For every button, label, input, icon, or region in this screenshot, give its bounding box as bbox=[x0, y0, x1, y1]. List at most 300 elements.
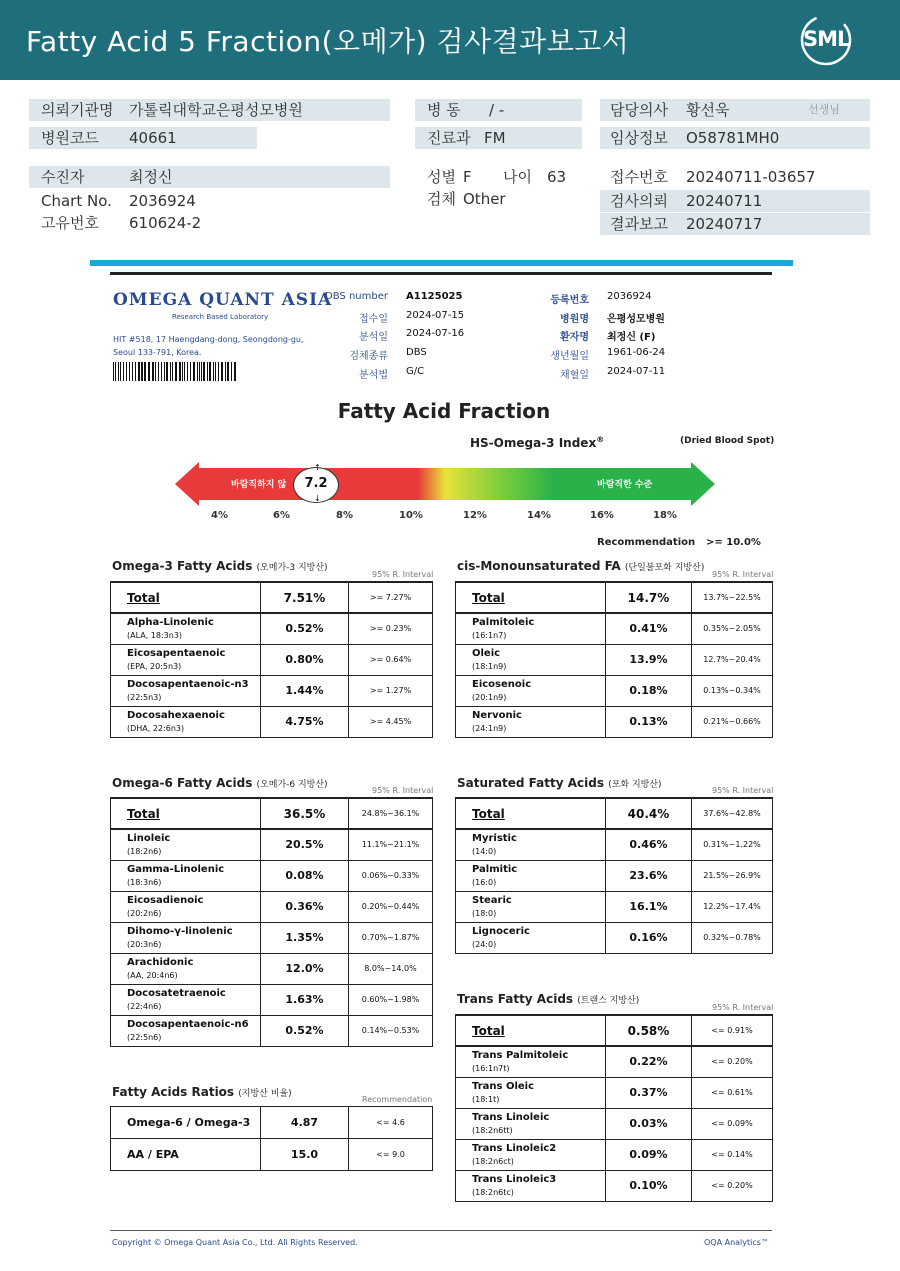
barcode-bar bbox=[227, 362, 229, 381]
unique-no-row bbox=[29, 212, 390, 234]
table-total-row bbox=[456, 1015, 773, 1046]
fatty-acid-value: 0.10% bbox=[606, 1170, 692, 1201]
total-value: 14.7% bbox=[606, 582, 692, 613]
fatty-acid-code: (24:0) bbox=[472, 939, 497, 949]
fatty-acid-name: Arachidonic bbox=[127, 956, 194, 968]
fatty-acid-ref-range: <= 0.20% bbox=[692, 1170, 773, 1201]
lab-field-value: A1125025 bbox=[406, 291, 463, 302]
ratios-title-ko: (지방산 비율) bbox=[238, 1089, 292, 1099]
footer-brand: OQA Analytics™ bbox=[704, 1238, 769, 1247]
fatty-acid-name-cell bbox=[111, 1107, 261, 1139]
ward-row bbox=[415, 99, 582, 121]
fatty-acid-name-cell bbox=[111, 922, 261, 953]
lab-field-value: 2024-07-15 bbox=[406, 310, 465, 321]
omega6-ri-label: 95% R. Interval bbox=[372, 786, 434, 795]
table-row bbox=[111, 706, 433, 737]
barcode-icon bbox=[113, 362, 237, 381]
table-row bbox=[111, 860, 433, 891]
fatty-acid-ref-range: 11.1%~21.1% bbox=[349, 829, 433, 860]
saturated-section-title bbox=[457, 776, 662, 790]
hospital-code-value: 40661 bbox=[129, 129, 177, 147]
fatty-acid-code: (22:4n6) bbox=[127, 1001, 162, 1011]
table-row bbox=[456, 613, 773, 644]
fatty-acid-code: (16:1n7t) bbox=[472, 1063, 510, 1073]
lab-field-label: 분석법 bbox=[359, 370, 388, 381]
gauge-tick-label: 10% bbox=[399, 510, 423, 521]
barcode-bar bbox=[113, 362, 114, 381]
fatty-acid-name: Stearic bbox=[472, 894, 512, 906]
cis-mufa-section-title bbox=[457, 559, 704, 573]
fatty-acid-code: (18:2n6ct) bbox=[472, 1156, 514, 1166]
barcode-bar bbox=[129, 362, 130, 381]
fatty-acid-code: (20:1n9) bbox=[472, 692, 507, 702]
fatty-acid-fraction-title: Fatty Acid Fraction bbox=[337, 399, 551, 423]
fatty-acid-value: 20.5% bbox=[261, 829, 349, 860]
trans-title-ko: (트랜스 지방산) bbox=[577, 996, 640, 1006]
table-row bbox=[111, 1107, 433, 1139]
fatty-acid-value: 12.0% bbox=[261, 953, 349, 984]
table-row bbox=[111, 675, 433, 706]
ratios-table bbox=[110, 1106, 433, 1171]
fatty-acid-ref-range: 0.70%~1.87% bbox=[349, 922, 433, 953]
fatty-acid-name-cell bbox=[456, 706, 606, 737]
barcode-bar bbox=[193, 362, 195, 381]
total-value: 7.51% bbox=[261, 582, 349, 613]
gauge-tick-label: 18% bbox=[653, 510, 677, 521]
sml-logo-text: SML bbox=[803, 27, 850, 51]
department-value: FM bbox=[484, 129, 506, 147]
fatty-acid-ref-range: 0.32%~0.78% bbox=[692, 922, 773, 953]
fatty-acid-ref-range: <= 0.20% bbox=[692, 1046, 773, 1077]
fatty-acid-code: (24:1n9) bbox=[472, 723, 507, 733]
omega6-section-title bbox=[112, 776, 328, 790]
fatty-acid-name-cell bbox=[111, 860, 261, 891]
recommendation-label: Recommendation bbox=[597, 537, 696, 548]
patient-field-label: 등록번호 bbox=[550, 295, 589, 306]
fatty-acid-ref-range: <= 4.6 bbox=[349, 1107, 433, 1139]
fatty-acid-code: (22:5n3) bbox=[127, 692, 162, 702]
recommendation-value: >= 10.0% bbox=[706, 537, 761, 548]
doctor-suffix: 선생님 bbox=[808, 103, 840, 116]
barcode-bar bbox=[187, 362, 188, 381]
footer-divider bbox=[110, 1230, 772, 1231]
gauge-tick-label: 12% bbox=[463, 510, 487, 521]
fatty-acid-name-cell bbox=[456, 1077, 606, 1108]
fatty-acid-name-cell bbox=[111, 613, 261, 644]
barcode-bar bbox=[144, 362, 146, 381]
fatty-acid-name-cell bbox=[111, 953, 261, 984]
total-ref-range: 24.8%~36.1% bbox=[349, 798, 433, 829]
cis-mufa-ri-label: 95% R. Interval bbox=[712, 570, 774, 579]
fatty-acid-ref-range: 8.0%~14.0% bbox=[349, 953, 433, 984]
barcode-bar bbox=[221, 362, 223, 381]
total-ref-range: >= 7.27% bbox=[349, 582, 433, 613]
table-row bbox=[456, 675, 773, 706]
table-row bbox=[456, 1046, 773, 1077]
table-row bbox=[111, 1015, 433, 1046]
fatty-acid-name-cell bbox=[456, 891, 606, 922]
fatty-acid-name-cell bbox=[456, 644, 606, 675]
fatty-acid-code: (20:2n6) bbox=[127, 908, 162, 918]
table-row bbox=[456, 1077, 773, 1108]
result-report-row bbox=[600, 213, 870, 235]
barcode-bar bbox=[166, 362, 168, 381]
fatty-acid-code: (18:1n9) bbox=[472, 661, 507, 671]
barcode-bar bbox=[148, 362, 150, 381]
barcode-bar bbox=[158, 362, 159, 381]
barcode-bar bbox=[138, 362, 140, 381]
fatty-acid-ref-range: 0.13%~0.34% bbox=[692, 675, 773, 706]
registered-mark: ® bbox=[596, 435, 605, 444]
fatty-acid-value: 0.03% bbox=[606, 1108, 692, 1139]
sex-age-row bbox=[415, 166, 582, 188]
fatty-acid-value: 0.41% bbox=[606, 613, 692, 644]
reception-no-label: 접수번호 bbox=[610, 168, 668, 186]
fatty-acid-value: 0.80% bbox=[261, 644, 349, 675]
barcode-bar bbox=[141, 362, 143, 381]
barcode-bar bbox=[184, 362, 185, 381]
barcode-bar bbox=[179, 362, 181, 381]
fatty-acid-name-cell bbox=[456, 1170, 606, 1201]
fatty-acid-name-cell bbox=[456, 922, 606, 953]
barcode-bar bbox=[120, 362, 121, 381]
fatty-acid-name: Nervonic bbox=[472, 709, 522, 721]
total-value: 0.58% bbox=[606, 1015, 692, 1046]
barcode-bar bbox=[207, 362, 208, 381]
lab-field-value: 2024-07-16 bbox=[406, 328, 465, 339]
patient-field-value: 2024-07-11 bbox=[607, 366, 666, 377]
omega3-index-title bbox=[470, 435, 604, 450]
cis-mufa-title-ko: (단일불포화 지방산) bbox=[624, 563, 705, 573]
specimen-label: 검체 bbox=[427, 190, 456, 208]
fatty-acid-name: Gamma-Linolenic bbox=[127, 863, 225, 875]
barcode-bar bbox=[213, 362, 214, 381]
fatty-acid-code: (18:3n6) bbox=[127, 877, 162, 887]
patient-row bbox=[29, 166, 390, 188]
sex-label: 성별 bbox=[427, 168, 456, 186]
barcode-bar bbox=[123, 362, 124, 381]
saturated-ri-label: 95% R. Interval bbox=[712, 786, 774, 795]
doctor-row bbox=[600, 99, 870, 121]
fatty-acid-name-cell bbox=[456, 829, 606, 860]
institution-value: 가톨릭대학교은평성모병원 bbox=[129, 101, 303, 119]
fatty-acid-name-cell bbox=[456, 1046, 606, 1077]
table-row bbox=[456, 922, 773, 953]
fatty-acid-name: Omega-6 / Omega-3 bbox=[127, 1116, 251, 1129]
fatty-acid-code: (18:2n6) bbox=[127, 846, 162, 856]
fatty-acid-ref-range: 0.06%~0.33% bbox=[349, 860, 433, 891]
marker-up-arrow-icon: ↑ bbox=[314, 463, 321, 472]
fatty-acid-ref-range: <= 0.61% bbox=[692, 1077, 773, 1108]
report-title: Fatty Acid 5 Fraction(오메가) 검사결과보고서 bbox=[26, 25, 630, 58]
omega6-title: Omega-6 Fatty Acids bbox=[112, 776, 253, 790]
fatty-acid-name: Trans Oleic bbox=[472, 1080, 535, 1092]
table-row bbox=[456, 891, 773, 922]
ratios-rec-label: Recommendation bbox=[362, 1095, 433, 1104]
test-request-value: 20240711 bbox=[686, 192, 763, 210]
fatty-acid-value: 23.6% bbox=[606, 860, 692, 891]
fatty-acid-ref-range: >= 1.27% bbox=[349, 675, 433, 706]
fatty-acid-name-cell bbox=[111, 1139, 261, 1171]
barcode-bar bbox=[164, 362, 165, 381]
fatty-acid-code: (AA, 20:4n6) bbox=[127, 970, 178, 980]
fatty-acid-code: (14:0) bbox=[472, 846, 497, 856]
fatty-acid-name-cell bbox=[111, 984, 261, 1015]
department-row bbox=[415, 127, 582, 149]
ward-value: / - bbox=[489, 101, 505, 119]
barcode-bar bbox=[126, 362, 127, 381]
fatty-acid-ref-range: 0.14%~0.53% bbox=[349, 1015, 433, 1046]
barcode-bar bbox=[172, 362, 173, 381]
institution-label: 의뢰기관명 bbox=[41, 101, 114, 119]
result-report-label: 결과보고 bbox=[610, 215, 668, 233]
fatty-acid-value: 0.13% bbox=[606, 706, 692, 737]
omega6-table bbox=[110, 797, 433, 1047]
total-ref-range: <= 0.91% bbox=[692, 1015, 773, 1046]
lab-address: HIT #518, 17 Haengdang-dong, Seongdong-gu, Seoul 133-791, Korea. bbox=[113, 335, 304, 357]
fatty-acid-value: 0.09% bbox=[606, 1139, 692, 1170]
index-value: 7.2 bbox=[304, 476, 328, 491]
table-total-row bbox=[111, 798, 433, 829]
fatty-acid-code: (ALA, 18:3n3) bbox=[127, 630, 183, 640]
reception-no-row bbox=[600, 166, 870, 188]
fatty-acid-name: Oleic bbox=[472, 647, 501, 659]
test-request-row bbox=[600, 190, 870, 212]
patient-field-label: 환자명 bbox=[560, 332, 589, 343]
fatty-acid-ref-range: 21.5%~26.9% bbox=[692, 860, 773, 891]
fatty-acid-name: Lignoceric bbox=[472, 925, 530, 937]
total-label: Total bbox=[456, 1015, 606, 1046]
fatty-acid-value: 0.52% bbox=[261, 613, 349, 644]
unique-no-label: 고유번호 bbox=[41, 214, 99, 232]
clinical-info-value: O58781MH0 bbox=[686, 129, 780, 147]
saturated-table bbox=[455, 797, 773, 954]
department-label: 진료과 bbox=[427, 129, 471, 147]
patient-field-label: 병원명 bbox=[560, 314, 589, 325]
barcode-bar bbox=[209, 362, 211, 381]
fatty-acid-name: Docosahexaenoic bbox=[127, 709, 225, 721]
fatty-acid-code: (22:5n6) bbox=[127, 1032, 162, 1042]
fatty-acid-name: Trans Palmitoleic bbox=[472, 1049, 569, 1061]
table-row bbox=[456, 829, 773, 860]
table-row bbox=[111, 922, 433, 953]
fatty-acid-name: Docosapentaenoic-n6 bbox=[127, 1018, 249, 1030]
fatty-acid-name: AA / EPA bbox=[127, 1148, 179, 1161]
trans-section-title bbox=[457, 992, 639, 1006]
marker-down-arrow-icon: ↓ bbox=[314, 494, 321, 503]
barcode-bar bbox=[132, 362, 133, 381]
patient-field-label: 생년월일 bbox=[550, 351, 589, 362]
age-label: 나이 bbox=[503, 168, 532, 186]
fatty-acid-name: Trans Linoleic3 bbox=[472, 1173, 557, 1185]
divider-blue bbox=[90, 260, 793, 266]
fatty-acid-name-cell bbox=[456, 860, 606, 891]
patient-field-value: 최정신 (F) bbox=[607, 332, 656, 343]
trans-ri-label: 95% R. Interval bbox=[712, 1003, 774, 1012]
fatty-acid-name: Myristic bbox=[472, 832, 517, 844]
barcode-bar bbox=[182, 362, 183, 381]
fatty-acid-name: Palmitic bbox=[472, 863, 518, 875]
undesirable-label: 바람직하지 않 bbox=[231, 480, 287, 490]
fatty-acid-name: Dihomo-γ-linolenic bbox=[127, 925, 233, 937]
barcode-bar bbox=[234, 362, 236, 381]
gauge-tick-label: 4% bbox=[211, 510, 228, 521]
total-label: Total bbox=[456, 582, 606, 613]
fatty-acid-name: Eicosapentaenoic bbox=[127, 647, 226, 659]
fatty-acid-name-cell bbox=[111, 644, 261, 675]
barcode-bar bbox=[152, 362, 154, 381]
table-row bbox=[456, 1108, 773, 1139]
barcode-bar bbox=[218, 362, 219, 381]
chart-no-label: Chart No. bbox=[41, 192, 112, 210]
fatty-acid-value: 1.63% bbox=[261, 984, 349, 1015]
hospital-code-label: 병원코드 bbox=[41, 129, 99, 147]
patient-field-value: 은평성모병원 bbox=[607, 314, 665, 325]
table-row bbox=[456, 644, 773, 675]
table-total-row bbox=[111, 582, 433, 613]
barcode-bar bbox=[170, 362, 171, 381]
fatty-acid-ref-range: 0.60%~1.98% bbox=[349, 984, 433, 1015]
lab-field-label: 접수일 bbox=[359, 314, 388, 325]
clinical-info-label: 임상정보 bbox=[610, 129, 668, 147]
trans-table bbox=[455, 1014, 773, 1202]
gauge-tick-label: 14% bbox=[527, 510, 551, 521]
fatty-acid-value: 0.08% bbox=[261, 860, 349, 891]
fatty-acid-value: 4.75% bbox=[261, 706, 349, 737]
fatty-acid-code: (DHA, 22:6n3) bbox=[127, 723, 185, 733]
chart-no-value: 2036924 bbox=[129, 192, 196, 210]
barcode-bar bbox=[231, 362, 232, 381]
table-row bbox=[111, 984, 433, 1015]
patient-field-value: 2036924 bbox=[607, 291, 652, 302]
fatty-acid-value: 16.1% bbox=[606, 891, 692, 922]
total-value: 36.5% bbox=[261, 798, 349, 829]
table-total-row bbox=[456, 582, 773, 613]
patient-field-label: 채혈일 bbox=[560, 370, 589, 381]
omega3-title-ko: (오메가-3 지방산) bbox=[256, 563, 328, 573]
fatty-acid-name-cell bbox=[456, 1139, 606, 1170]
fatty-acid-ref-range: 12.7%~20.4% bbox=[692, 644, 773, 675]
lab-field-value: G/C bbox=[406, 366, 425, 377]
fatty-acid-code: (EPA, 20:5n3) bbox=[127, 661, 182, 671]
barcode-bar bbox=[135, 362, 136, 381]
fatty-acid-ref-range: >= 4.45% bbox=[349, 706, 433, 737]
fatty-acid-ref-range: >= 0.23% bbox=[349, 613, 433, 644]
saturated-title: Saturated Fatty Acids bbox=[457, 776, 604, 790]
patient-label: 수진자 bbox=[41, 168, 85, 186]
ratios-section-title bbox=[112, 1085, 292, 1099]
divider-black bbox=[110, 272, 772, 275]
result-report-value: 20240717 bbox=[686, 215, 763, 233]
fatty-acid-value: 0.36% bbox=[261, 891, 349, 922]
fatty-acid-name: Eicosenoic bbox=[472, 678, 532, 690]
fatty-acid-name-cell bbox=[111, 891, 261, 922]
unique-no-value: 610624-2 bbox=[129, 214, 202, 232]
patient-field-value: 1961-06-24 bbox=[607, 347, 666, 358]
total-ref-range: 37.6%~42.8% bbox=[692, 798, 773, 829]
fatty-acid-ref-range: <= 9.0 bbox=[349, 1139, 433, 1171]
table-row bbox=[111, 891, 433, 922]
total-label: Total bbox=[456, 798, 606, 829]
fatty-acid-value: 0.37% bbox=[606, 1077, 692, 1108]
total-label: Total bbox=[111, 798, 261, 829]
barcode-bar bbox=[215, 362, 216, 381]
fatty-acid-name-cell bbox=[456, 675, 606, 706]
cis-mufa-table bbox=[455, 581, 773, 738]
fatty-acid-code: (16:1n7) bbox=[472, 630, 507, 640]
fatty-acid-ref-range: <= 0.14% bbox=[692, 1139, 773, 1170]
fatty-acid-name-cell bbox=[111, 829, 261, 860]
table-row bbox=[456, 860, 773, 891]
barcode-bar bbox=[190, 362, 191, 381]
fatty-acid-ref-range: 0.35%~2.05% bbox=[692, 613, 773, 644]
omega3-section-title bbox=[112, 559, 328, 573]
oqa-logo: OMEGA QUANT ASIA bbox=[113, 290, 333, 310]
fatty-acid-name: Docosapentaenoic-n3 bbox=[127, 678, 249, 690]
gauge-tick-label: 8% bbox=[336, 510, 353, 521]
fatty-acid-name-cell bbox=[456, 1108, 606, 1139]
fatty-acid-ref-range: 0.20%~0.44% bbox=[349, 891, 433, 922]
fatty-acid-ref-range: 0.21%~0.66% bbox=[692, 706, 773, 737]
lab-field-label: 분석일 bbox=[359, 332, 388, 343]
fatty-acid-name-cell bbox=[111, 1015, 261, 1046]
fatty-acid-name: Eicosadienoic bbox=[127, 894, 204, 906]
chart-no-row bbox=[29, 190, 390, 212]
fatty-acid-code: (18:1t) bbox=[472, 1094, 500, 1104]
trans-title: Trans Fatty Acids bbox=[457, 992, 574, 1006]
fatty-acid-code: (18:0) bbox=[472, 908, 497, 918]
hospital-code-row bbox=[29, 127, 257, 149]
table-row bbox=[456, 1170, 773, 1201]
barcode-bar bbox=[115, 362, 116, 381]
fatty-acid-code: (18:2n6tt) bbox=[472, 1125, 513, 1135]
fatty-acid-code: (16:0) bbox=[472, 877, 497, 887]
lab-field-label: DBS number bbox=[325, 291, 388, 302]
omega6-title-ko: (오메가-6 지방산) bbox=[256, 780, 328, 790]
omega3-ri-label: 95% R. Interval bbox=[372, 570, 434, 579]
total-ref-range: 13.7%~22.5% bbox=[692, 582, 773, 613]
barcode-bar bbox=[155, 362, 156, 381]
gauge-tick-label: 6% bbox=[273, 510, 290, 521]
table-row bbox=[111, 829, 433, 860]
table-row bbox=[111, 644, 433, 675]
total-value: 40.4% bbox=[606, 798, 692, 829]
barcode-bar bbox=[118, 362, 119, 381]
fatty-acid-value: 1.44% bbox=[261, 675, 349, 706]
barcode-bar bbox=[201, 362, 202, 381]
table-row bbox=[456, 1139, 773, 1170]
table-row bbox=[111, 953, 433, 984]
specimen-value: Other bbox=[463, 190, 506, 208]
dried-blood-spot-note: (Dried Blood Spot) bbox=[680, 436, 775, 446]
doctor-label: 담당의사 bbox=[610, 101, 668, 119]
fatty-acid-name: Trans Linoleic2 bbox=[472, 1142, 557, 1154]
ward-label: 병 동 bbox=[427, 101, 461, 119]
footer-copyright: Copyright © Omega Quant Asia Co., Ltd. All Rights Reserved. bbox=[112, 1238, 358, 1247]
oqa-tagline: Research Based Laboratory bbox=[172, 313, 269, 321]
lab-field-value: DBS bbox=[406, 347, 427, 358]
barcode-bar bbox=[197, 362, 198, 381]
fatty-acid-name: Palmitoleic bbox=[472, 616, 535, 628]
patient-value: 최정신 bbox=[129, 168, 173, 186]
sex-value: F bbox=[463, 168, 472, 186]
test-request-label: 검사의뢰 bbox=[610, 192, 668, 210]
omega3-table bbox=[110, 581, 433, 738]
cis-mufa-title: cis-Monounsaturated FA bbox=[457, 559, 621, 573]
fatty-acid-name: Docosatetraenoic bbox=[127, 987, 226, 999]
fatty-acid-value: 0.22% bbox=[606, 1046, 692, 1077]
omega3-title: Omega-3 Fatty Acids bbox=[112, 559, 253, 573]
